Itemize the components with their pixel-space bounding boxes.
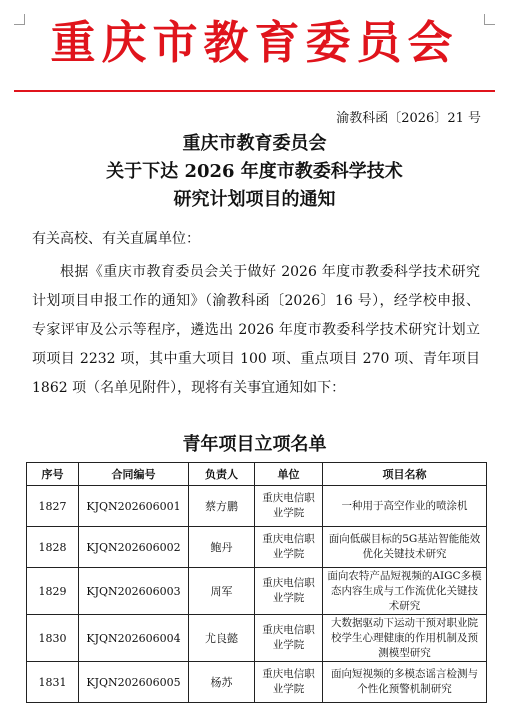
notice-body: 根据《重庆市教育委员会关于做好 2026 年度市教委科学技术研究计划项目申报工作的通知》（渝教科函〔2026〕16 号），经学校申报、专家评审及公示等程序，遴选出 2026 年度市教委科学技术研究计划立项项目 2232 项，其中重大项目 100 项、重点项目 270 项、青年项目 1862 项（名单见附件），现将有关事宜通知如下： bbox=[32, 264, 480, 396]
row-project-name: 面向低碳目标的5G基站智能能效优化关键技术研究 bbox=[323, 527, 487, 568]
table-row bbox=[27, 662, 487, 703]
letterhead-rule bbox=[14, 90, 495, 92]
row-contract-code: KJQN202606002 bbox=[79, 527, 189, 568]
row-contract-code: KJQN202606005 bbox=[79, 662, 189, 703]
issuing-organization: 重庆市教育委员会 bbox=[182, 133, 327, 154]
header-project-name: 项目名称 bbox=[323, 463, 487, 486]
notice-title-line-1: 关于下达 2026 年度市教委科学技术 bbox=[106, 161, 403, 182]
row-project-name: 一种用于高空作业的喷涂机 bbox=[323, 486, 487, 527]
row-unit: 重庆电信职业学院 bbox=[255, 568, 323, 615]
row-unit: 重庆电信职业学院 bbox=[255, 615, 323, 662]
row-unit: 重庆电信职业学院 bbox=[255, 486, 323, 527]
table-header-row bbox=[27, 463, 487, 486]
header-contract-code: 合同编号 bbox=[79, 463, 189, 486]
row-project-name: 面向农特产品短视频的AIGC多模态内容生成与工作流优化关键技术研究 bbox=[323, 568, 487, 615]
row-index: 1829 bbox=[27, 568, 79, 615]
row-contract-code: KJQN202606003 bbox=[79, 568, 189, 615]
row-index: 1827 bbox=[27, 486, 79, 527]
salutation: 有关高校、有关直属单位： bbox=[32, 231, 200, 247]
table-row bbox=[27, 615, 487, 662]
table-row bbox=[27, 486, 487, 527]
row-unit: 重庆电信职业学院 bbox=[255, 662, 323, 703]
row-leader: 蔡方鹏 bbox=[189, 486, 255, 527]
table-title: 青年项目立项名单 bbox=[182, 434, 327, 455]
row-project-name: 大数据驱动下运动干预对职业院校学生心理健康的作用机制及预测模型研究 bbox=[323, 615, 487, 662]
row-index: 1828 bbox=[27, 527, 79, 568]
row-leader: 周军 bbox=[189, 568, 255, 615]
table-row bbox=[27, 568, 487, 615]
row-contract-code: KJQN202606004 bbox=[79, 615, 189, 662]
header-leader: 负责人 bbox=[189, 463, 255, 486]
document-number: 渝教科函〔2026〕21 号 bbox=[336, 111, 481, 126]
row-leader: 尤良懿 bbox=[189, 615, 255, 662]
row-leader: 杨苏 bbox=[189, 662, 255, 703]
row-unit: 重庆电信职业学院 bbox=[255, 527, 323, 568]
row-index: 1830 bbox=[27, 615, 79, 662]
header-index: 序号 bbox=[27, 463, 79, 486]
row-project-name: 面向短视频的多模态谣言检测与个性化预警机制研究 bbox=[323, 662, 487, 703]
row-index: 1831 bbox=[27, 662, 79, 703]
table-row bbox=[27, 527, 487, 568]
row-leader: 鲍丹 bbox=[189, 527, 255, 568]
row-contract-code: KJQN202606001 bbox=[79, 486, 189, 527]
letterhead-title: 重庆市教育委员会 bbox=[50, 16, 459, 69]
header-unit: 单位 bbox=[255, 463, 323, 486]
project-table bbox=[26, 462, 487, 703]
notice-title-line-2: 研究计划项目的通知 bbox=[173, 189, 336, 210]
